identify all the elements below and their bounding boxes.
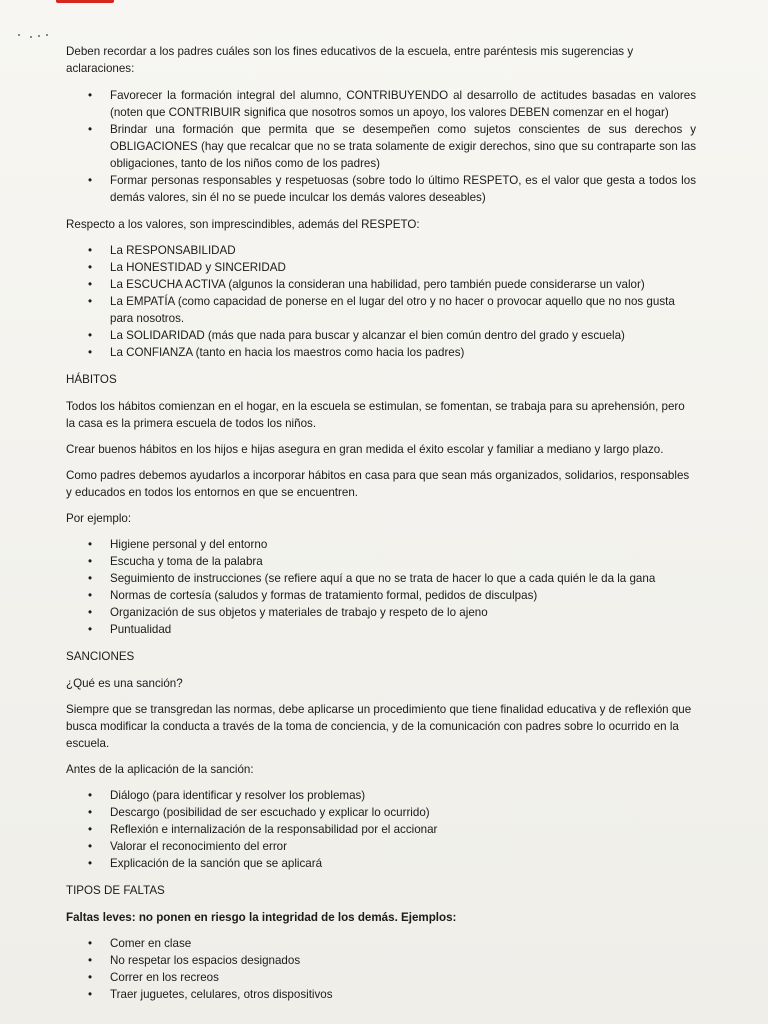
habitos-list: [66, 536, 696, 638]
bullet-icon: •: [88, 623, 93, 636]
list-item: [66, 621, 696, 638]
document-body: [66, 43, 696, 1013]
list-item: [66, 121, 696, 172]
bullet-icon: •: [88, 572, 93, 585]
list-item-text: La ESCUCHA ACTIVA (algunos la consideran una habilidad, pero también puede considerarse un valor): [110, 278, 645, 291]
list-item: [66, 87, 696, 121]
bullet-icon: •: [88, 589, 93, 602]
list-item-text: Diálogo (para identificar y resolver los problemas): [110, 789, 366, 802]
list-item: [66, 935, 696, 952]
list-item: [66, 969, 696, 986]
bullet-icon: •: [88, 806, 93, 819]
list-item: [66, 821, 696, 838]
list-item: [66, 536, 696, 553]
list-item-text: La EMPATÍA (como capacidad de ponerse en el lugar del otro y no hacer o provocar aquello que no nos gusta para nosotros.: [110, 295, 675, 325]
bullet-icon: •: [88, 857, 93, 870]
sancion-question: ¿Qué es una sanción?: [66, 677, 183, 690]
bullet-icon: •: [88, 971, 93, 984]
list-item-text: Traer juguetes, celulares, otros dispositivos: [110, 988, 333, 1001]
habitos-paragraph-1: Todos los hábitos comienzan en el hogar, en la escuela se estimulan, se fomentan, se trabaja para su aprehensión, pero la casa es la primera escuela de todos los niños.: [66, 400, 685, 430]
antes-intro: Antes de la aplicación de la sanción:: [66, 763, 254, 776]
list-item: [66, 587, 696, 604]
list-item-text: No respetar los espacios designados: [110, 954, 301, 967]
antes-list: [66, 787, 696, 872]
bullet-icon: •: [88, 295, 93, 308]
leves-list: [66, 935, 696, 1003]
list-item-text: Puntualidad: [110, 623, 172, 636]
list-item-text: Higiene personal y del entorno: [110, 538, 268, 551]
bullet-icon: •: [88, 988, 93, 1001]
list-item: [66, 553, 696, 570]
list-item-text: Normas de cortesía (saludos y formas de tratamiento formal, pedidos de disculpas): [110, 589, 538, 602]
bullet-icon: •: [88, 261, 93, 274]
list-item: [66, 570, 696, 587]
list-item-text: La RESPONSABILIDAD: [110, 244, 236, 257]
habitos-paragraph-3: Como padres debemos ayudarlos a incorporar hábitos en casa para que sean más organizados, solidarios, responsables y educados en todos los entornos en que se encuentren.: [66, 469, 690, 499]
tipos-heading: TIPOS DE FALTAS: [66, 884, 165, 897]
bullet-icon: •: [88, 823, 93, 836]
list-item-text: Seguimiento de instrucciones (se refiere aquí a que no se trata de hacer lo que a cada quién le da la gana: [110, 572, 656, 585]
bullet-icon: •: [88, 555, 93, 568]
bullet-icon: •: [88, 123, 93, 136]
sancion-definition: Siempre que se transgredan las normas, debe aplicarse un procedimiento que tiene finalidad educativa y de reflexión que busca modificar la conducta a través de la toma de conciencia, y de la comunicación con padres sobre lo ocurrido en la escuela.: [66, 703, 692, 750]
list-item: [66, 172, 696, 206]
list-item: [66, 855, 696, 872]
bullet-icon: •: [88, 174, 93, 187]
list-item: [66, 327, 696, 344]
list-item: [66, 986, 696, 1003]
bullet-icon: •: [88, 840, 93, 853]
list-item-text: Brindar una formación que permita que se desempeñen como sujetos conscientes de sus derechos y OBLIGACIONES (hay que recalcar que no se trata solamente de exigir derechos, sino que su contraparte son las obligaciones, tanto de los niños como de los padres): [110, 123, 696, 170]
list-item: [66, 242, 696, 259]
bullet-icon: •: [88, 954, 93, 967]
intro-paragraph: Deben recordar a los padres cuáles son los fines educativos de la escuela, entre paréntesis mis sugerencias y aclaraciones:: [66, 45, 634, 75]
list-item: [66, 952, 696, 969]
list-item: [66, 787, 696, 804]
bullet-icon: •: [88, 89, 93, 102]
bullet-icon: •: [88, 346, 93, 359]
list-item-text: Descargo (posibilidad de ser escuchado y explicar lo ocurrido): [110, 806, 430, 819]
list-item-text: Explicación de la sanción que se aplicará: [110, 857, 323, 870]
list-item-text: La HONESTIDAD y SINCERIDAD: [110, 261, 286, 274]
list-item-text: Formar personas responsables y respetuosas (sobre todo lo último RESPETO, es el valor que gesta a todos los demás valores, sin él no se puede inculcar los demás valores deseables): [110, 174, 696, 204]
bullet-icon: •: [88, 606, 93, 619]
list-item: [66, 344, 696, 361]
list-item: [66, 804, 696, 821]
scan-artifact: [18, 34, 58, 40]
faltas-leves-heading: Faltas leves: no ponen en riesgo la integridad de los demás. Ejemplos:: [66, 911, 457, 924]
list-item-text: Reflexión e internalización de la responsabilidad por el accionar: [110, 823, 438, 836]
bullet-icon: •: [88, 278, 93, 291]
bullet-icon: •: [88, 789, 93, 802]
habitos-paragraph-2: Crear buenos hábitos en los hijos e hijas asegura en gran medida el éxito escolar y familiar a mediano y largo plazo.: [66, 443, 664, 456]
bullet-icon: •: [88, 538, 93, 551]
list-item: [66, 259, 696, 276]
ejemplo-intro: Por ejemplo:: [66, 512, 132, 525]
bullet-icon: •: [88, 329, 93, 342]
list-item-text: La SOLIDARIDAD (más que nada para buscar y alcanzar el bien común dentro del grado y escuela): [110, 329, 625, 342]
valores-intro: Respecto a los valores, son imprescindibles, además del RESPETO:: [66, 218, 420, 231]
list-item-text: Favorecer la formación integral del alumno, CONTRIBUYENDO al desarrollo de actitudes basadas en valores (noten que CONTRIBUIR significa que nosotros somos un apoyo, los valores DEBEN comenzar en el hogar): [110, 89, 696, 119]
valores-list: [66, 242, 696, 361]
list-item-text: Correr en los recreos: [110, 971, 219, 984]
list-item-text: Comer en clase: [110, 937, 192, 950]
list-item: [66, 838, 696, 855]
habitos-heading: HÁBITOS: [66, 373, 117, 386]
fines-list: [66, 87, 696, 206]
bullet-icon: •: [88, 937, 93, 950]
bullet-icon: •: [88, 244, 93, 257]
list-item: [66, 276, 696, 293]
red-stamp-mark: [56, 0, 114, 3]
list-item-text: Escucha y toma de la palabra: [110, 555, 263, 568]
list-item: [66, 293, 696, 327]
list-item-text: Valorar el reconocimiento del error: [110, 840, 287, 853]
list-item: [66, 604, 696, 621]
list-item-text: La CONFIANZA (tanto en hacia los maestros como hacia los padres): [110, 346, 465, 359]
list-item-text: Organización de sus objetos y materiales de trabajo y respeto de lo ajeno: [110, 606, 488, 619]
sanciones-heading: SANCIONES: [66, 650, 135, 663]
